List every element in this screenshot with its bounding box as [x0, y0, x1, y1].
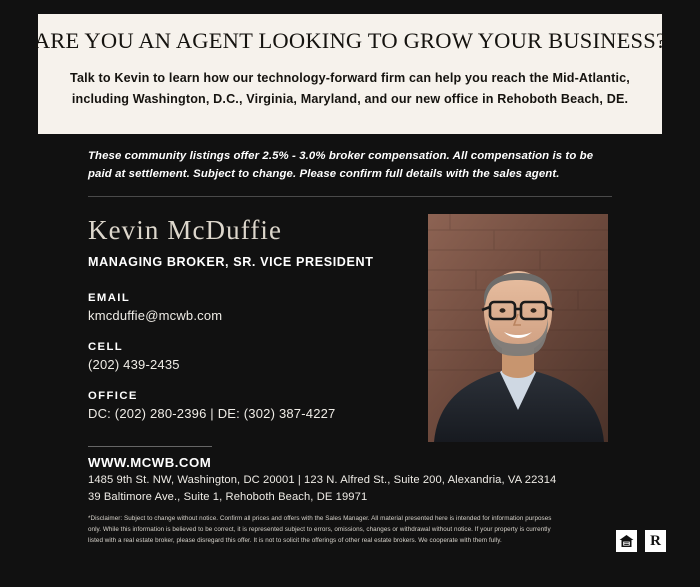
contact-field-email: [88, 292, 418, 323]
page-title: ARE YOU AN AGENT LOOKING TO GROW YOUR BUSINESS?: [33, 28, 667, 53]
disclaimer-text: *Disclaimer: Subject to change without notice. Confirm all prices and offers with the Sales Manager. All material presented here is intended for information purposes only. While this information is believed to be correct, it is represented subject to errors, omissions, changes or withdrawal without notice. If your property is currently listed with a real estate broker, please disregard this offer. It is not to solicit the offerings of other real estate brokers. We cooperate with them fully.: [88, 515, 552, 545]
agent-portrait: [428, 214, 608, 442]
divider-top: [88, 196, 612, 197]
address-line-1: 1485 9th St. NW, Washington, DC 20001 | 123 N. Alfred St., Suite 200, Alexandria, VA 22314: [88, 474, 557, 486]
address-line-2: 39 Baltimore Ave., Suite 1, Rehoboth Beach, DE 19971: [88, 491, 368, 503]
agent-contact-block: [88, 216, 418, 439]
email-value[interactable]: kmcduffie@mcwb.com: [88, 307, 223, 323]
footer-logos: [616, 530, 666, 552]
divider-bottom: [88, 446, 212, 447]
cell-value[interactable]: (202) 439-2435: [88, 356, 180, 372]
realtor-letter: R: [650, 532, 661, 549]
agent-title: MANAGING BROKER, SR. VICE PRESIDENT: [88, 254, 374, 269]
office-value[interactable]: DC: (202) 280-2396 | DE: (302) 387-4227: [88, 405, 336, 421]
cell-label: CELL: [88, 340, 124, 353]
office-label: OFFICE: [88, 389, 138, 402]
email-label: EMAIL: [88, 291, 131, 304]
header-content: [33, 14, 667, 134]
compensation-note: These community listings offer 2.5% - 3.0% broker compensation. All compensation is to be paid at settlement. Subject to change. Please confirm full details with the sales agent.: [88, 150, 594, 180]
equal-housing-opportunity-icon: [616, 530, 637, 552]
contact-field-office: [88, 390, 418, 421]
website-link[interactable]: WWW.MCWB.COM: [88, 455, 212, 470]
realtor-icon: [645, 530, 666, 552]
contact-field-cell: [88, 341, 418, 372]
header-subtitle: Talk to Kevin to learn how our technology-forward firm can help you reach the Mid-Atlantic, including Washington, D.C., Virginia, Maryland, and our new office in Rehoboth Beach, DE.: [70, 71, 630, 106]
agent-name: Kevin McDuffie: [88, 215, 283, 245]
agent-portrait-image: [428, 214, 608, 442]
